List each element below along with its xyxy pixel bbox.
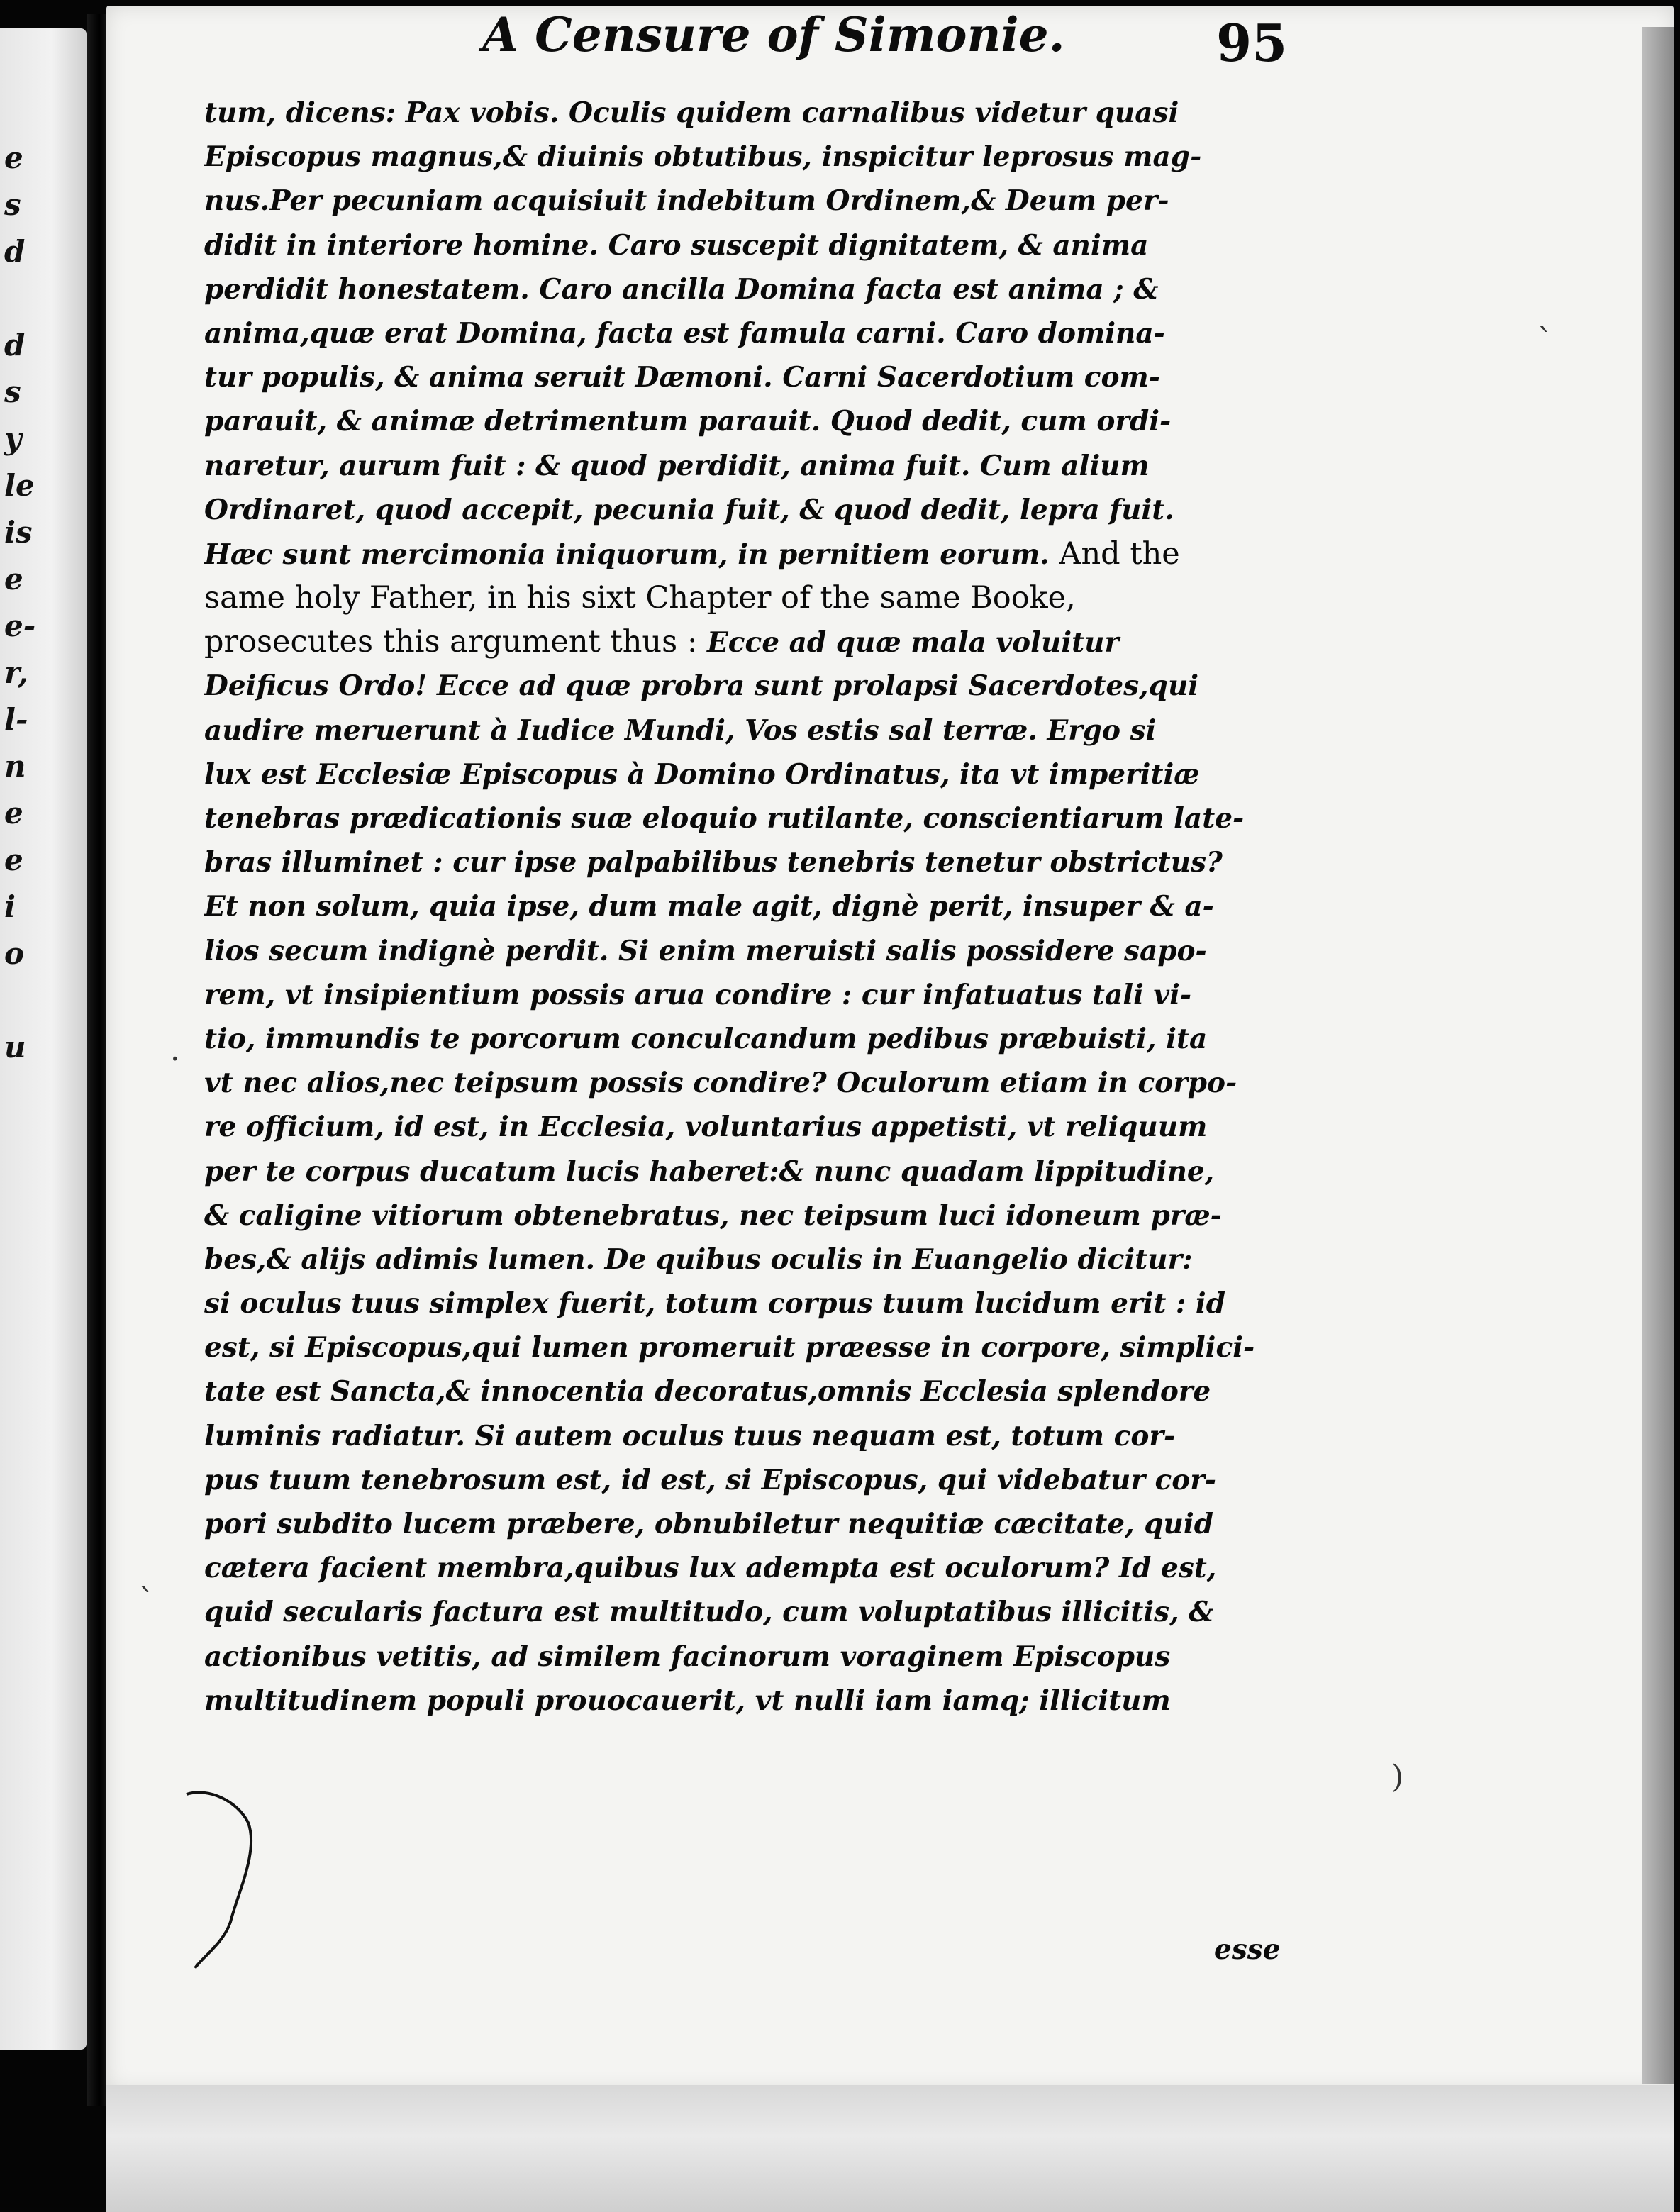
text-line	[204, 444, 1284, 488]
edge-letter	[4, 1492, 47, 1539]
text-line	[204, 1546, 1284, 1590]
text-line	[204, 179, 1284, 223]
latin-italic-run: tenebras prædicationis suæ eloquio rutilante, conscientiarum late-	[204, 802, 1245, 835]
page-bottom-edge	[106, 2085, 1674, 2212]
text-line	[204, 267, 1284, 311]
edge-letter: e	[4, 562, 23, 596]
edge-letter	[4, 1211, 47, 1258]
latin-italic-run: cætera facient membra,quibus lux adempta est oculorum? Id est,	[204, 1552, 1217, 1585]
running-head: A Censure of Simonie.	[482, 7, 1065, 62]
text-line	[204, 1017, 1284, 1061]
latin-italic-run: Ecce ad quæ mala voluitur	[707, 626, 1120, 660]
latin-italic-run: Episcopus magnus,& diuinis obtutibus, inspicitur leprosus mag-	[204, 140, 1202, 174]
text-line	[204, 1369, 1284, 1413]
edge-letter: le	[4, 468, 35, 503]
text-line	[204, 355, 1284, 399]
edge-letter: l-	[4, 702, 28, 737]
text-line	[204, 840, 1284, 884]
text-line	[204, 576, 1284, 620]
text-line	[204, 620, 1284, 664]
ink-speck: ·	[170, 1041, 180, 1077]
text-line	[204, 929, 1284, 973]
text-line	[204, 399, 1284, 443]
latin-italic-run: tur populis, & anima seruit Dæmoni. Carni Sacerdotium com-	[204, 361, 1160, 394]
latin-italic-run: naretur, aurum fuit : & quod perdidit, anima fuit. Cum alium	[204, 449, 1150, 482]
text-line	[204, 1458, 1284, 1502]
edge-letter	[4, 1071, 47, 1118]
text-line	[204, 1590, 1284, 1634]
latin-italic-run: audire meruerunt à Iudice Mundi, Vos estis sal terræ. Ergo si	[204, 713, 1157, 747]
latin-italic-run: pori subdito lucem præbere, obnubiletur nequitiæ cæcitate, quid	[204, 1508, 1213, 1540]
edge-letter: y	[4, 421, 22, 456]
text-line	[204, 664, 1284, 708]
latin-italic-run: quid secularis factura est multitudo, cum voluptatibus illicitis, &	[204, 1596, 1214, 1629]
latin-italic-run: bes,& alijs adimis lumen. De quibus oculis in Euangelio dicitur:	[204, 1243, 1193, 1276]
edge-letter	[4, 977, 47, 1024]
text-line	[204, 1414, 1284, 1458]
text-line	[204, 1502, 1284, 1546]
latin-italic-run: vt nec alios,nec teipsum possis condire? Oculorum etiam in corpo-	[204, 1067, 1237, 1100]
text-line	[204, 752, 1284, 796]
latin-italic-run: nus.Per pecuniam acquisiuit indebitum Ordinem,& Deum per-	[204, 184, 1169, 218]
latin-italic-run: luminis radiatur. Si autem oculus tuus nequam est, totum cor-	[204, 1419, 1176, 1452]
text-line	[204, 1325, 1284, 1369]
handwritten-margin-mark	[181, 1787, 323, 1972]
left-page-edge-letters	[4, 135, 47, 1773]
latin-italic-run: Et non solum, quia ipse, dum male agit, dignè perit, insuper & a-	[204, 890, 1214, 923]
edge-letter	[4, 1445, 47, 1492]
edge-letter: i	[4, 889, 16, 924]
edge-letter	[4, 275, 47, 322]
text-line	[204, 1635, 1284, 1679]
edge-letter: d	[4, 328, 26, 362]
latin-italic-run: bras illuminet : cur ipse palpabilibus tenebris tenetur obstrictus?	[204, 846, 1223, 879]
edge-letter	[4, 1165, 47, 1211]
edge-letter: o	[4, 936, 25, 971]
latin-italic-run: est, si Episcopus,qui lumen promeruit præesse in corpore, simplici-	[204, 1331, 1255, 1365]
edge-letter: u	[4, 1030, 26, 1065]
latin-italic-run: si oculus tuus simplex fuerit, totum corpus tuum lucidum erit : id	[204, 1287, 1225, 1321]
text-line	[204, 1194, 1284, 1238]
latin-italic-run: & caligine vitiorum obtenebratus, nec teipsum luci idoneum præ-	[204, 1199, 1222, 1232]
latin-italic-run: Deificus Ordo! Ecce ad quæ probra sunt prolapsi Sacerdotes,qui	[204, 669, 1199, 703]
latin-italic-run: tio, immundis te porcorum conculcandum pedibus præbuisti, ita	[204, 1022, 1208, 1055]
latin-italic-run: lux est Ecclesiæ Episcopus à Domino Ordinatus, ita vt imperitiæ	[204, 757, 1200, 791]
ink-speck: )	[1391, 1759, 1404, 1795]
catchword: esse	[1214, 1933, 1281, 1966]
text-line	[204, 1679, 1284, 1723]
text-line	[204, 708, 1284, 752]
latin-italic-run: lios secum indignè perdit. Si enim meruisti salis possidere sapo-	[204, 934, 1207, 967]
edge-letter: e	[4, 140, 23, 175]
body-text-block	[204, 91, 1284, 1723]
english-roman-run: prosecutes this argument thus :	[204, 624, 708, 660]
edge-letter	[4, 1586, 47, 1633]
text-line	[204, 1282, 1284, 1325]
ink-speck: ˋ	[1537, 323, 1553, 359]
text-line	[204, 223, 1284, 267]
edge-letter	[4, 1258, 47, 1305]
edge-letter	[4, 1539, 47, 1586]
text-line	[204, 1150, 1284, 1194]
edge-letter: s	[4, 374, 21, 409]
latin-italic-run: actionibus vetitis, ad similem facinorum voraginem Episcopus	[204, 1640, 1171, 1673]
latin-italic-run: tate est Sancta,& innocentia decoratus,omnis Ecclesia splendore	[204, 1375, 1211, 1408]
latin-italic-run: anima,quæ erat Domina, facta est famula carni. Caro domina-	[204, 316, 1165, 350]
edge-letter	[4, 1399, 47, 1445]
latin-italic-run: parauit, & animæ detrimentum parauit. Quod dedit, cum ordi-	[204, 405, 1172, 438]
edge-letter: is	[4, 515, 33, 550]
edge-letter: e	[4, 796, 23, 830]
edge-letter	[4, 1352, 47, 1399]
edge-letter: d	[4, 234, 26, 269]
edge-letter	[4, 1305, 47, 1352]
latin-italic-run: Ordinaret, quod accepit, pecunia fuit, & quod dedit, lepra fuit.	[204, 493, 1174, 526]
latin-italic-run: tum, dicens: Pax vobis. Oculis quidem carnalibus videtur quasi	[204, 96, 1179, 129]
ink-speck: `	[139, 1583, 155, 1619]
edge-letter: r,	[4, 655, 28, 690]
text-line	[204, 135, 1284, 179]
latin-italic-run: rem, vt insipientium possis arua condire : cur infatuatus tali vi-	[204, 978, 1192, 1011]
text-line	[204, 884, 1284, 928]
latin-italic-run: multitudinem populi prouocauerit, vt nulli iam iamq; illicitum	[204, 1684, 1171, 1717]
edge-letter: e	[4, 843, 23, 877]
latin-italic-run: perdidit honestatem. Caro ancilla Domina facta est anima ; &	[204, 272, 1159, 306]
english-roman-run: And the	[1059, 535, 1180, 572]
text-line	[204, 1238, 1284, 1282]
page-number: 95	[1216, 13, 1288, 73]
edge-letter: s	[4, 187, 21, 222]
text-line	[204, 91, 1284, 135]
latin-italic-run: re officium, id est, in Ecclesia, voluntarius appetisti, vt reliquum	[204, 1111, 1208, 1144]
edge-letter	[4, 1118, 47, 1165]
text-line	[204, 311, 1284, 355]
latin-italic-run: didit in interiore homine. Caro suscepit dignitatem, & anima	[204, 228, 1149, 262]
text-line	[204, 973, 1284, 1017]
left-facing-page-edge	[0, 28, 87, 2050]
latin-italic-run: Hæc sunt mercimonia iniquorum, in pernitiem eorum.	[204, 538, 1059, 571]
text-line	[204, 796, 1284, 840]
text-line	[204, 1061, 1284, 1105]
text-line	[204, 532, 1284, 576]
text-line	[204, 1105, 1284, 1149]
edge-letter	[4, 1679, 47, 1726]
edge-letter: n	[4, 749, 26, 784]
page-fore-edge	[1642, 27, 1674, 2084]
edge-letter: e-	[4, 608, 36, 643]
latin-italic-run: per te corpus ducatum lucis haberet:& nunc quadam lippitudine,	[204, 1155, 1215, 1188]
edge-letter	[4, 1726, 47, 1773]
english-roman-run: same holy Father, in his sixt Chapter of the same Booke,	[204, 580, 1076, 616]
latin-italic-run: pus tuum tenebrosum est, id est, si Episcopus, qui videbatur cor-	[204, 1463, 1216, 1496]
edge-letter	[4, 1633, 47, 1679]
text-line	[204, 488, 1284, 532]
